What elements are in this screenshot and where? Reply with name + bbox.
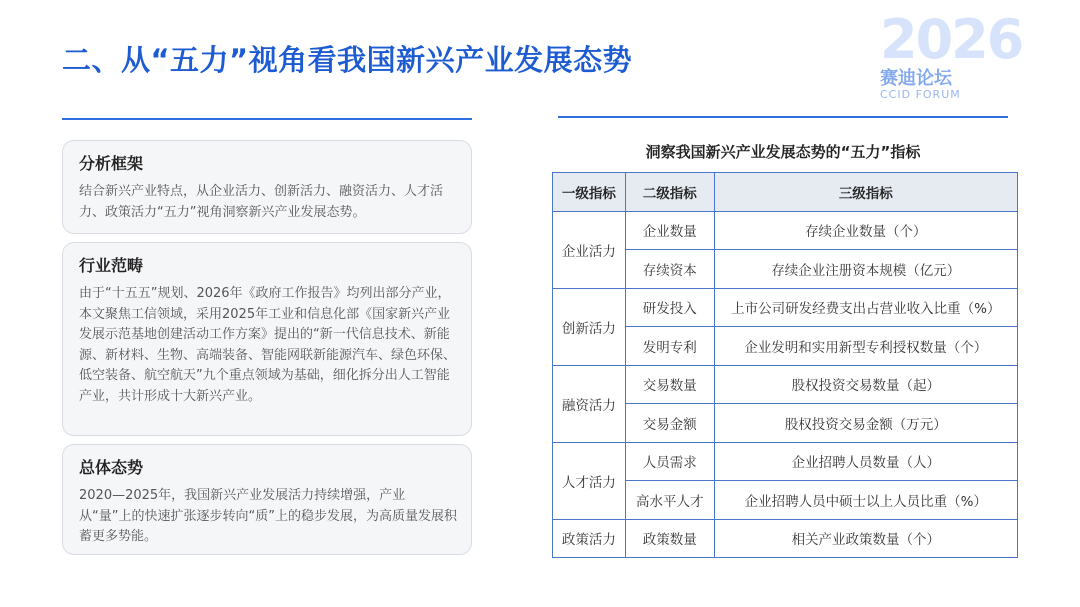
level2-cell: 交易金额 <box>625 404 714 443</box>
level2-cell: 人员需求 <box>625 442 714 481</box>
header-level1: 一级指标 <box>553 173 626 212</box>
table-row <box>553 519 1018 558</box>
level3-cell: 相关产业政策数量（个） <box>714 519 1017 558</box>
card-body: 2020—2025年，我国新兴产业发展活力持续增强，产业从“量”上的快速扩张逐步转向“质”上的稳步发展，为高质量发展积蓄更多势能。 <box>79 488 457 544</box>
table-top-rule <box>558 116 1008 118</box>
table-row <box>553 211 1018 250</box>
card-overall-trend <box>62 444 472 555</box>
level1-cell: 企业活力 <box>553 211 626 288</box>
level1-cell: 政策活力 <box>553 519 626 558</box>
card-analysis-framework <box>62 140 472 234</box>
level2-cell: 高水平人才 <box>625 481 714 520</box>
indicator-table <box>552 172 1018 558</box>
level3-cell: 上市公司研发经费支出占营业收入比重（%） <box>714 288 1017 327</box>
card-heading: 行业范畴 <box>79 256 144 275</box>
table-title: 洞察我国新兴产业发展态势的“五力”指标 <box>645 143 921 161</box>
header-level2: 二级指标 <box>625 173 714 212</box>
card-heading: 总体态势 <box>79 458 144 477</box>
table-row <box>553 365 1018 404</box>
level3-cell: 企业招聘人员中硕士以上人员比重（%） <box>714 481 1017 520</box>
level2-cell: 研发投入 <box>625 288 714 327</box>
level3-cell: 股权投资交易数量（起） <box>714 365 1017 404</box>
card-heading: 分析框架 <box>79 154 144 173</box>
ccid-forum-logo <box>880 8 1023 104</box>
level1-cell: 融资活力 <box>553 365 626 442</box>
level1-cell: 创新活力 <box>553 288 626 365</box>
title-underline <box>62 118 472 120</box>
level3-cell: 企业招聘人员数量（人） <box>714 442 1017 481</box>
card-industry-scope <box>62 242 472 436</box>
logo-year: 2026 <box>880 8 1023 71</box>
page-title: 二、从“五力”视角看我国新兴产业发展态势 <box>62 43 633 77</box>
level2-cell: 存续资本 <box>625 250 714 289</box>
level2-cell: 政策数量 <box>625 519 714 558</box>
level1-cell: 人才活力 <box>553 442 626 519</box>
card-body: 结合新兴产业特点，从企业活力、创新活力、融资活力、人才活力、政策活力“五力”视角洞察新兴产业发展态势。 <box>79 184 444 220</box>
level2-cell: 交易数量 <box>625 365 714 404</box>
level3-cell: 存续企业注册资本规模（亿元） <box>714 250 1017 289</box>
table-row <box>553 442 1018 481</box>
card-body: 由于“十五五”规划、2026年《政府工作报告》均列出部分产业，本文聚焦工信领域，采用2025年工业和信息化部《国家新兴产业发展示范基地创建活动工作方案》提出的“新一代信息技术、新能源、新材料、生物、高端装备、智能网联新能源汽车、绿色环保、低空装备、航空航天”九个重点领域为基础，细化拆分出人工智能产业，共计形成十大新兴产业。 <box>79 286 457 404</box>
level3-cell: 存续企业数量（个） <box>714 211 1017 250</box>
level2-cell: 企业数量 <box>625 211 714 250</box>
level2-cell: 发明专利 <box>625 327 714 366</box>
level3-cell: 企业发明和实用新型专利授权数量（个） <box>714 327 1017 366</box>
table-row <box>553 288 1018 327</box>
level3-cell: 股权投资交易金额（万元） <box>714 404 1017 443</box>
header-level3: 三级指标 <box>714 173 1017 212</box>
table-header-row <box>553 173 1018 212</box>
logo-chinese-name: 赛迪论坛 <box>880 68 952 89</box>
logo-english-name: CCID FORUM <box>880 88 961 101</box>
